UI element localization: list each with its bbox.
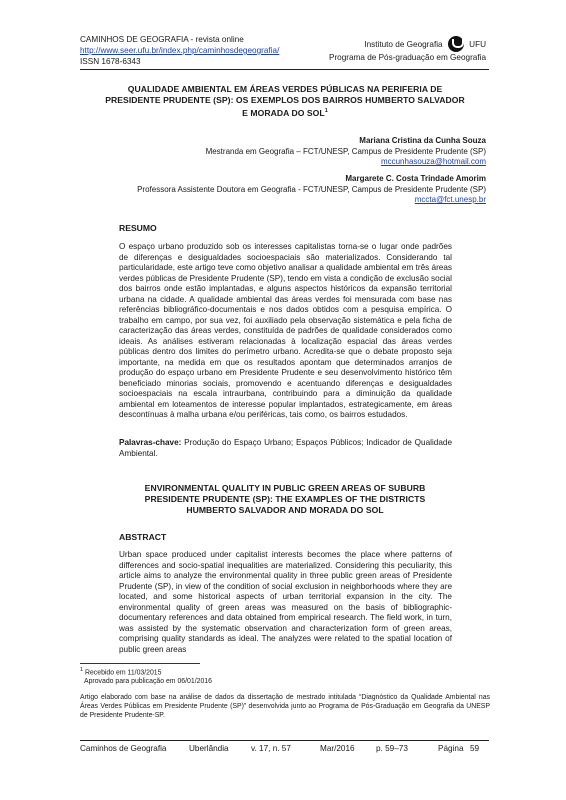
ufu-logo-icon — [448, 36, 464, 52]
footer-pages: p. 59–73 — [376, 744, 408, 753]
program-name: Programa de Pós-graduação em Geografia — [328, 53, 486, 62]
university-name: UFU — [469, 40, 486, 49]
author-affiliation: Professora Assistente Doutora em Geografia - FCT/UNESP, Campus de Presidente Prudente (SP) — [137, 184, 486, 194]
footnote-number: 1 — [80, 667, 84, 673]
received-date: Recebido em 11/03/2015 — [84, 669, 162, 677]
keywords-text: Produção do Espaço Urbano; Espaços Públicos; Indicador de Qualidade Ambiental. — [119, 438, 452, 458]
issn: ISSN 1678-6343 — [80, 57, 141, 66]
author-block-1 — [206, 136, 486, 168]
footer-page-label: Página — [438, 744, 464, 753]
journal-name: CAMINHOS DE GEOGRAFIA - revista online — [80, 35, 244, 44]
institute-name: Instituto de Geografia — [364, 40, 443, 49]
journal-url-link[interactable]: http://www.seer.ufu.br/index.php/caminhosdegeografia/ — [80, 46, 280, 55]
author-name: Margarete C. Costa Trindade Amorim — [345, 174, 486, 183]
footer-page-number: 59 — [470, 744, 480, 753]
author-name: Mariana Cristina da Cunha Souza — [359, 136, 486, 145]
footer-divider — [80, 740, 489, 741]
author-email-link[interactable]: mccunhasouza@hotmail.com — [380, 157, 486, 166]
author-block-2 — [137, 174, 486, 206]
keywords-label: Palavras-chave: — [119, 438, 182, 447]
footer-journal: Caminhos de Geografia — [80, 744, 167, 753]
footer-volume: v. 17, n. 57 — [251, 744, 291, 753]
footer-city: Uberlândia — [189, 744, 229, 753]
footer-date: Mar/2016 — [320, 744, 355, 753]
article-title-pt: QUALIDADE AMBIENTAL EM ÁREAS VERDES PÚBLICAS NA PERIFERIA DE PRESIDENTE PRUDENTE (SP): OS EXEMPLOS DOS BAIRROS HUMBERTO SALVADOR E MORADA DO SOL$^1$ — [105, 84, 465, 118]
article-title-en: ENVIRONMENTAL QUALITY IN PUBLIC GREEN AREAS OF SUBURB PRESIDENTE PRUDENTE (SP): THE EXAMPLES OF THE DISTRICTS HUMBERTO SALVADOR AND MORADA DO SOL — [144, 483, 426, 515]
abstract-text: Urban space produced under capitalist interests becomes the place where patterns of differences and socio-spatial inequalities are materialized. Considering this peculiarity, this article aims to analyze the environmental quality in three public green areas of Presidente Prudente (SP), in view of the condition of social exclusion in neighborhoods where they are located, and some historical aspects of urban territorial expansion in the city. The environmental quality of green areas was measured on the basis of bibliographic-documentary references and data obtained from empirical research. The field work, in turn, was assisted by the systematic observation and characterization form of green areas, comprising quality standards as ideal. The analyzes were related to the spatial location of public green areas — [119, 550, 452, 654]
approved-date: Aprovado para publicação em 06/01/2016 — [84, 678, 212, 686]
footnote — [80, 666, 490, 720]
header-divider — [80, 69, 489, 70]
author-affiliation: Mestranda em Geografia – FCT/UNESP, Campus de Presidente Prudente (SP) — [205, 146, 486, 156]
resumo-text: O espaço urbano produzido sob os interesses capitalistas torna-se o lugar onde padrões de diferenças e desigualdades socioespaciais são materializados. Considerando tal particularidade, este artigo teve como objetivo analisar a qualidade ambiental em três áreas verdes públicas de Presidente Prudente (SP), tendo em vista a condição de exclusão social dos bairros onde estão implantadas, e alguns aspectos históricos da expansão territorial urbana na cidade. A qualidade ambiental das áreas verdes foi mensurada com base nas referências bibliográfico-documentais e nos dados obtidos com a pesquisa empírica. O trabalho em campo, por sua vez, foi auxiliado pela observação sistemática e pela ficha de caracterização das áreas verdes, constituída de padrões de qualidade considerados como ideais. As análises estiveram relacionadas à localização espacial das áreas verdes públicas dentro dos limites do perímetro urbano. Acredita-se que o debate proposto seja importante, na medida em que os resultados apontam que determinados arranjos de produção do espaço urbano em Presidente Prudente e seu desenvolvimento histórico têm beneficiado minorias sociais, promovendo e acentuando diferenças e desigualdades socioespaciais na escala intraurbana, contribuindo para a diminuição da qualidade ambiental em loteamentos de interesse popular implantados, estrategicamente, em áreas descontínuas à malha urbana e/ou periféricas, tais como, os bairros estudados. — [119, 242, 452, 419]
resumo-heading: RESUMO — [119, 223, 157, 233]
keywords — [119, 438, 452, 459]
institution-header — [329, 36, 486, 63]
footnote-note: Artigo elaborado com base na análise de dados da dissertação de mestrado intitulada “Diagnóstico da Qualidade Ambiental nas Áreas Verdes Públicas em Presidente Prudente (SP)” desenvolvida junto ao Programa de Pós-Graduação em Geografia da UNESP de Presidente Prudente-SP. — [80, 694, 490, 720]
footnote-divider — [80, 663, 200, 664]
footnote-marker[interactable]: 1 — [324, 108, 328, 114]
abstract-heading: ABSTRACT — [119, 532, 167, 542]
journal-header — [80, 34, 279, 67]
author-email-link[interactable]: mccta@fct.unesp.br — [414, 195, 486, 204]
